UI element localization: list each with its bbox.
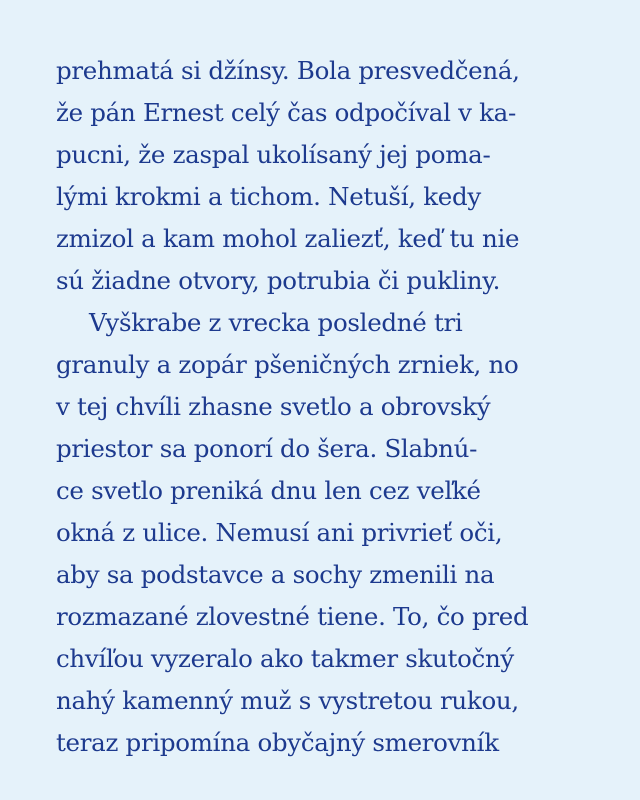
- text-line: sú žiadne otvory, potrubia či pukliny.: [56, 266, 501, 295]
- text-line: priestor sa ponorí do šera. Slabnú-: [56, 434, 478, 463]
- text-line: nahý kamenný muž s vystretou rukou,: [56, 686, 519, 715]
- text-line: zmizol a kam mohol zaliezť, keď tu nie: [56, 224, 520, 253]
- text-line: chvíľou vyzeralo ako takmer skutočný: [56, 644, 514, 673]
- text-line: prehmatá si džínsy. Bola presvedčená,: [56, 56, 520, 85]
- text-line: rozmazané zlovestné tiene. To, čo pred: [56, 602, 529, 631]
- text-line: že pán Ernest celý čas odpočíval v ka-: [56, 98, 516, 127]
- text-line: ce svetlo preniká dnu len cez veľké: [56, 476, 481, 505]
- text-line: aby sa podstavce a sochy zmenili na: [56, 560, 495, 589]
- text-line: okná z ulice. Nemusí ani privrieť oči,: [56, 518, 503, 547]
- text-line: pucni, že zaspal ukolísaný jej poma-: [56, 140, 491, 169]
- text-line: lými krokmi a tichom. Netuší, kedy: [56, 182, 481, 211]
- paragraph-first-line: Vyškrabe z vrecka posledné tri: [89, 308, 463, 337]
- text-line: v tej chvíli zhasne svetlo a obrovský: [56, 392, 491, 421]
- text-line: granuly a zopár pšeničných zrniek, no: [56, 350, 519, 379]
- text-line: teraz pripomína obyčajný smerovník: [56, 728, 499, 757]
- body-text: [56, 50, 586, 764]
